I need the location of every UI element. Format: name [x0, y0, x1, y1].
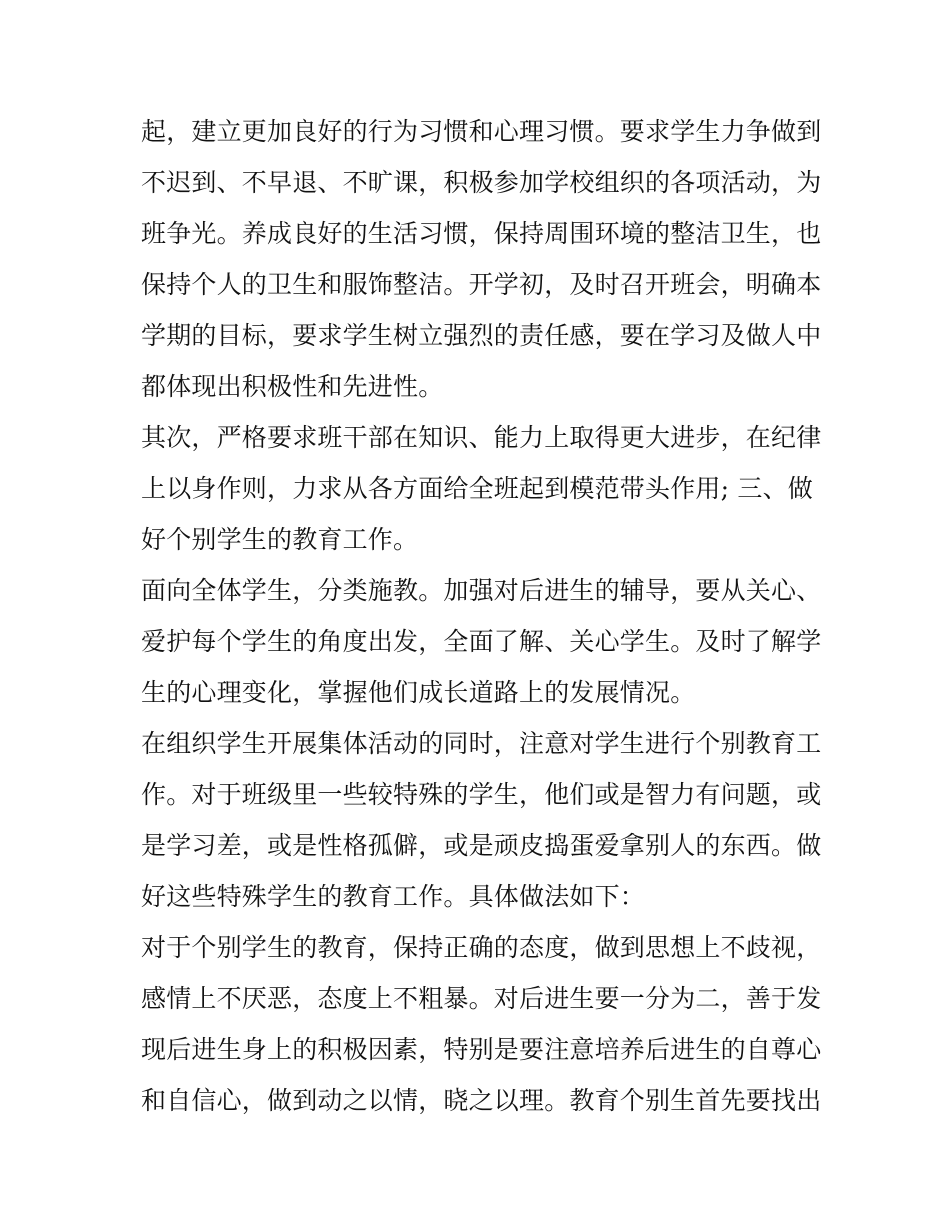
- text-line: 感情上不厌恶，态度上不粗暴。对后进生要一分为二，善于发: [141, 984, 822, 1013]
- text-line: 爱护每个学生的角度出发，全面了解、关心学生。及时了解学: [141, 627, 822, 656]
- text-line: 班争光。养成良好的生活习惯，保持周围环境的整洁卫生，也: [141, 219, 822, 248]
- text-line: 都体现出积极性和先进性。: [141, 372, 444, 401]
- text-line: 上以身作则，力求从各方面给全班起到模范带头作用; 三、做: [141, 474, 813, 503]
- text-line: 起，建立更加良好的行为习惯和心理习惯。要求学生力争做到: [141, 117, 822, 146]
- text-line: 和自信心，做到动之以情，晓之以理。教育个别生首先要找出: [141, 1086, 822, 1115]
- text-line: 作。对于班级里一些较特殊的学生，他们或是智力有问题，或: [141, 780, 822, 809]
- text-line: 面向全体学生，分类施教。加强对后进生的辅导，要从关心、: [141, 576, 822, 605]
- text-line: 是学习差，或是性格孤僻，或是顽皮捣蛋爱拿别人的东西。做: [141, 831, 822, 860]
- text-line: 对于个别学生的教育，保持正确的态度，做到思想上不歧视，: [141, 933, 822, 962]
- text-line: 其次，严格要求班干部在知识、能力上取得更大进步，在纪律: [141, 423, 822, 452]
- text-line: 在组织学生开展集体活动的同时，注意对学生进行个别教育工: [141, 729, 822, 758]
- text-line: 生的心理变化，掌握他们成长道路上的发展情况。: [141, 678, 696, 707]
- text-line: 不迟到、不早退、不旷课，积极参加学校组织的各项活动，为: [141, 168, 822, 197]
- text-line: 好个别学生的教育工作。: [141, 525, 419, 554]
- text-line: 现后进生身上的积极因素，特别是要注意培养后进生的自尊心: [141, 1035, 822, 1064]
- text-line: 好这些特殊学生的教育工作。具体做法如下：: [141, 882, 646, 911]
- text-line: 学期的目标，要求学生树立强烈的责任感，要在学习及做人中: [141, 321, 822, 350]
- body-text: [141, 106, 831, 1126]
- text-line: 保持个人的卫生和服饰整洁。开学初，及时召开班会，明确本: [141, 270, 822, 299]
